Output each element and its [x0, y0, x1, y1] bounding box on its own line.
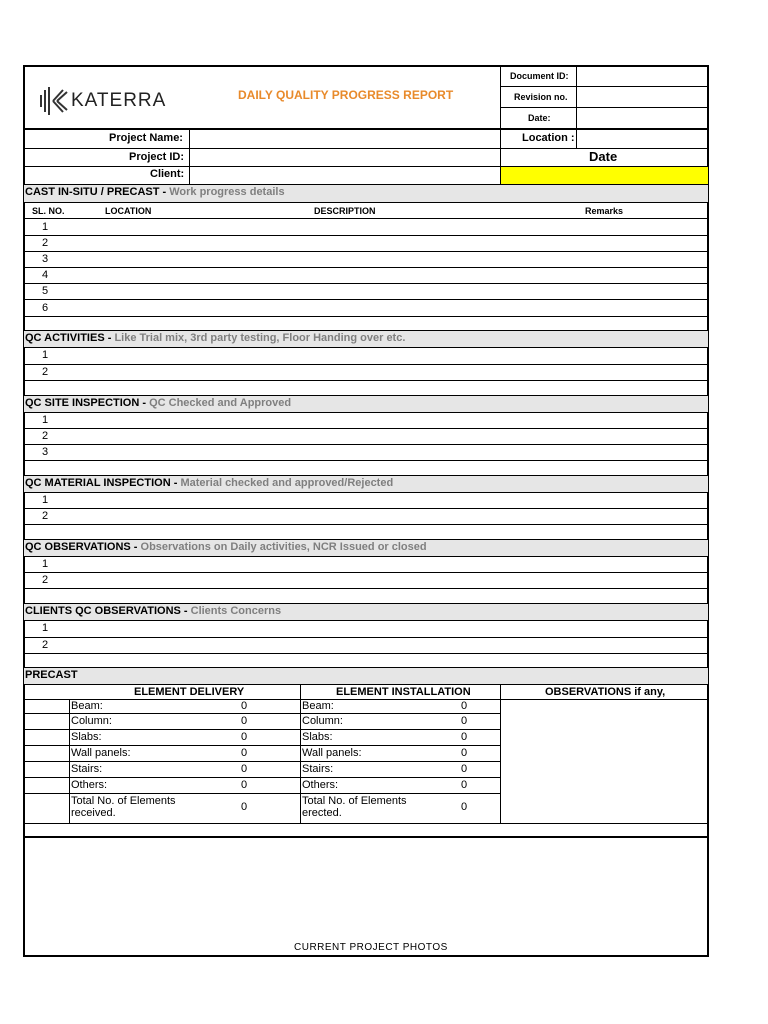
installation-count: 0	[461, 715, 468, 727]
delivery-total-label: Total No. of Elements	[71, 795, 176, 807]
clients-qc-title: CLIENTS QC OBSERVATIONS - Clients Concerns	[25, 605, 282, 617]
cast-row-number: 1	[42, 221, 49, 233]
report-title: DAILY QUALITY PROGRESS REPORT	[238, 88, 454, 102]
cast-row-number: 2	[42, 237, 49, 249]
installation-count: 0	[461, 763, 468, 775]
qc-observations-title: QC OBSERVATIONS - Observations on Daily activities, NCR Issued or closed	[25, 541, 427, 553]
element-delivery-header: ELEMENT DELIVERY	[134, 686, 245, 698]
remarks-header: Remarks	[585, 206, 624, 216]
delivery-item-label: Others:	[71, 779, 108, 791]
delivery-count: 0	[241, 747, 248, 759]
installation-count: 0	[461, 700, 468, 712]
katerra-logo-icon	[39, 87, 69, 115]
installation-item-label: Others:	[302, 779, 339, 791]
delivery-count: 0	[241, 700, 248, 712]
date-value: Date	[589, 149, 618, 164]
installation-item-label: Wall panels:	[302, 747, 362, 759]
installation-item-label: Slabs:	[302, 731, 333, 743]
installation-item-label: Column:	[302, 715, 343, 727]
delivery-count: 0	[241, 715, 248, 727]
qc-activities-row-number: 1	[42, 349, 49, 361]
qc-site-row-number: 3	[42, 446, 49, 458]
qc-site-row-number: 2	[42, 430, 49, 442]
date-label: Date:	[528, 113, 551, 123]
qc-activities-title: QC ACTIVITIES - Like Trial mix, 3rd party testing, Floor Handing over etc.	[25, 332, 406, 344]
qc-site-row-number: 1	[42, 414, 49, 426]
qc-site-title: QC SITE INSPECTION - QC Checked and Approved	[25, 397, 292, 409]
installation-total-label: Total No. of Elements	[302, 795, 407, 807]
precast-title: PRECAST	[25, 669, 78, 681]
cast-section-title: CAST IN-SITU / PRECAST - Work progress details	[25, 186, 285, 198]
delivery-item-label: Stairs:	[71, 763, 103, 775]
clients-qc-row-number: 2	[42, 639, 49, 651]
installation-count: 0	[461, 731, 468, 743]
date-highlight-cell[interactable]	[501, 167, 708, 184]
delivery-item-label: Wall panels:	[71, 747, 131, 759]
qc-activities-row-number: 2	[42, 366, 49, 378]
delivery-item-label: Slabs:	[71, 731, 102, 743]
photos-caption: CURRENT PROJECT PHOTOS	[294, 942, 448, 953]
client-label: Client:	[150, 168, 185, 180]
location-label: Location :	[522, 132, 575, 144]
qc-observations-row-number: 2	[42, 574, 49, 586]
cast-row-number: 3	[42, 253, 49, 265]
location-header: LOCATION	[105, 206, 152, 216]
installation-count: 0	[461, 779, 468, 791]
cast-row-number: 5	[42, 285, 49, 297]
qc-material-row-number: 2	[42, 510, 49, 522]
delivery-count: 0	[241, 731, 248, 743]
qc-material-row-number: 1	[42, 494, 49, 506]
delivery-total: 0	[241, 801, 248, 813]
qc-observations-row-number: 1	[42, 558, 49, 570]
observations-header: OBSERVATIONS if any,	[545, 686, 666, 698]
installation-count: 0	[461, 747, 468, 759]
installation-total: 0	[461, 801, 468, 813]
delivery-total-label-2: received.	[71, 807, 116, 819]
project-id-label: Project ID:	[129, 151, 185, 163]
logo-text: KATERRA	[71, 90, 167, 111]
delivery-count: 0	[241, 779, 248, 791]
document-id-label: Document ID:	[510, 71, 569, 81]
delivery-item-label: Beam:	[71, 700, 103, 712]
project-photos-area[interactable]	[24, 838, 708, 955]
element-installation-header: ELEMENT INSTALLATION	[336, 686, 471, 698]
delivery-item-label: Column:	[71, 715, 112, 727]
qc-material-title: QC MATERIAL INSPECTION - Material checked and approved/Rejected	[25, 477, 394, 489]
cast-row-number: 4	[42, 269, 49, 281]
installation-item-label: Stairs:	[302, 763, 334, 775]
clients-qc-row-number: 1	[42, 622, 49, 634]
sl-no-header: SL. NO.	[32, 206, 65, 216]
description-header: DESCRIPTION	[314, 206, 376, 216]
project-name-label: Project Name:	[109, 132, 183, 144]
installation-total-label-2: erected.	[302, 807, 342, 819]
cast-row-number: 6	[42, 302, 49, 314]
installation-item-label: Beam:	[302, 700, 334, 712]
revision-label: Revision no.	[514, 92, 568, 102]
delivery-count: 0	[241, 763, 248, 775]
